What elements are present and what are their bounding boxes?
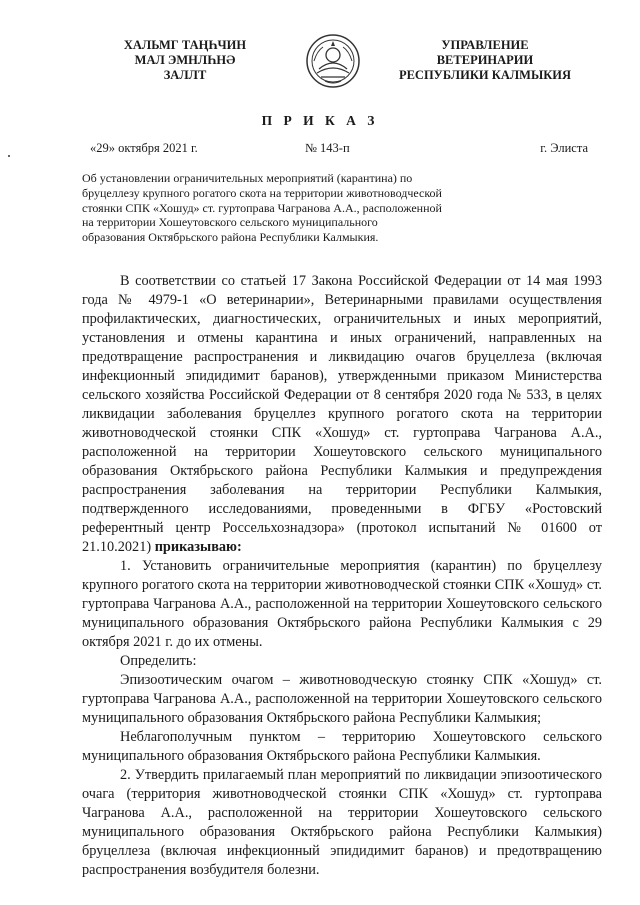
org-name-russian: УПРАВЛЕНИЕ ВЕТЕРИНАРИИ РЕСПУБЛИКИ КАЛМЫКИЯ (398, 38, 572, 82)
preamble-text: В соответствии со статьей 17 Закона Российской Федерации от 14 мая 1993 года № 4979-1 «О ветеринарии», Ветеринарными правилами осуществления профилактических, диагностических, ограничительных и иных мероприятий, установления и отмены карантина и иных ограничений, направленных на предотвращение распространения и ликвидацию очагов бруцеллеза (включая инфекционный эпидидимит баранов), утвержденными приказом Министерства сельского хозяйства Российской Федерации от 8 сентября 2020 года № 533, в целях ликвидации заболевания бруцеллез крупного рогатого скота на территории животноводческой стоянки СПК «Хошуд» ст. гуртоправа Чагранова А.А., расположенной на территории Хошеутовского сельского муниципального образования Октябрьского района Республики Калмыкия и предупреждения распространения заболевания на территории Республики Калмыкия, подтвержденного исследованиями, проведенными в ФГБУ «Ростовский референтный центр Россельхознадзора» (протокол испытаний № 01600 от 21.10.2021) (82, 273, 602, 555)
document-subject: Об установлении ограничительных мероприятий (карантина) по бруцеллезу крупного рогатого скота на территории животноводческой стоянки СПК «Хошуд» ст. гуртоправа Чагранова А.А., расположенной на территории Хошеутовского сельского муниципального образования Октябрьского района Республики Калмыкия. (82, 171, 442, 245)
paragraph-item-1: 1. Установить ограничительные мероприятия (карантин) по бруцеллезу крупного рогатого скота на территории животноводческой стоянки СПК «Хошуд» ст. гуртоправа Чагранова А.А., расположенной на территории Хошеутовского сельского муниципального образования Октябрьского района Республики Калмыкия с 29 октября 2021 г. до их отмены. (82, 558, 602, 650)
document-body (82, 272, 602, 880)
document-city: г. Элиста (540, 141, 588, 155)
order-word: приказываю: (154, 539, 242, 555)
paragraph-item-2: 2. Утвердить прилагаемый план мероприятий по ликвидации эпизоотического очага (территория животноводческой стоянки СПК «Хошуд» ст. гуртоправа Чагранова А.А., расположенной на территории Хошеутовского сельского муниципального образования Октябрьского района Республики Калмыкия) бруцеллеза (включая инфекционный эпидидимит баранов) и предотвращению распространения возбудителя болезни. (82, 767, 602, 878)
org-name-kalmyk: ХАЛЬМГ ТАҢҺЧИН МАЛ ЭМНЛҺНӘ ЗАЛЛТ (123, 38, 247, 82)
paragraph-preamble (82, 272, 602, 557)
paragraph-unfavorable-point: Неблагополучным пунктом – территорию Хошеутовского сельского муниципального образования Октябрьского района Республики Калмыкия. (82, 729, 602, 764)
paragraph-epizootic-focus: Эпизоотическим очагом – животноводческую стоянку СПК «Хошуд» ст. гуртоправа Чагранова А.А., расположенной на территории Хошеутовского сельского муниципального образования Октябрьского района Республики Калмыкия; (82, 672, 602, 726)
coat-of-arms-icon (305, 33, 361, 89)
document-type: П Р И К А З (261, 113, 379, 128)
document-date: «29» октября 2021 г. (90, 141, 198, 155)
document-meta (0, 141, 640, 157)
paragraph-define: Определить: (120, 653, 197, 669)
document-number: № 143-п (305, 141, 350, 155)
letterhead (0, 38, 640, 98)
